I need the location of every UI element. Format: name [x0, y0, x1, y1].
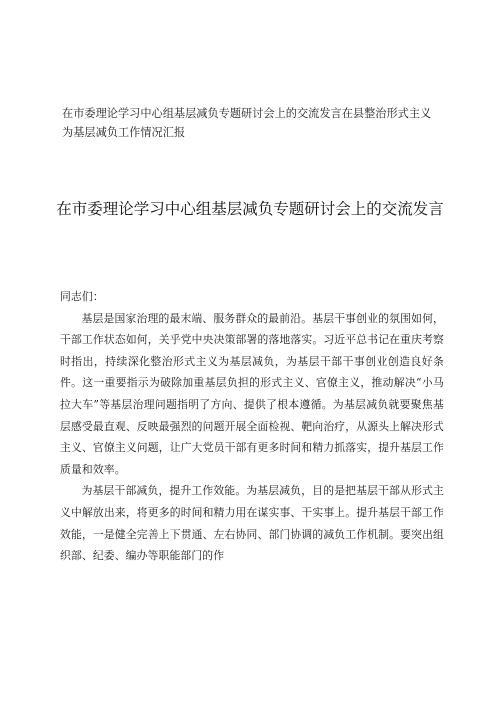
paragraph-2: 为基层干部减负，提升工作效能。为基层减负，目的是把基层干部从形式主义中解放出来，将更多的时间和精力用在谋实事、干实事上。提升基层干部工作效能，一是健全完善上下贯通、左右协同、部门协调的减负工作机制。要突出组织部、纪委、编办等职能部门的作 [60, 484, 444, 563]
document-title: 在市委理论学习中心组基层减负专题研讨会上的交流发言 [56, 200, 444, 218]
document-body [60, 286, 444, 567]
header-note: 在市委理论学习中心组基层减负专题研讨会上的交流发言在县整治形式主义为基层减负工作情况汇报 [62, 107, 432, 139]
paragraph-1: 基层是国家治理的最末端、服务群众的最前沿。基层干事创业的氛围如何，干部工作状态如何，关乎党中央决策部署的落地落实。习近平总书记在重庆考察时指出，持续深化整治形式主义为基层减负，为基层干部干事创业创造良好条件。这一重要指示为破除加重基层负担的形式主义、官僚主义，推动解决“小马拉大车”等基层治理问题指明了方向、提供了根本遵循。为基层减负就要聚焦基层感受最直观、反映最强烈的问题开展全面检视、靶向治疗，从源头上解决形式主义、官僚主义问题，让广大党员干部有更多时间和精力抓落实，提升基层工作质量和效率。 [60, 311, 444, 476]
salutation: 同志们： [60, 290, 104, 303]
